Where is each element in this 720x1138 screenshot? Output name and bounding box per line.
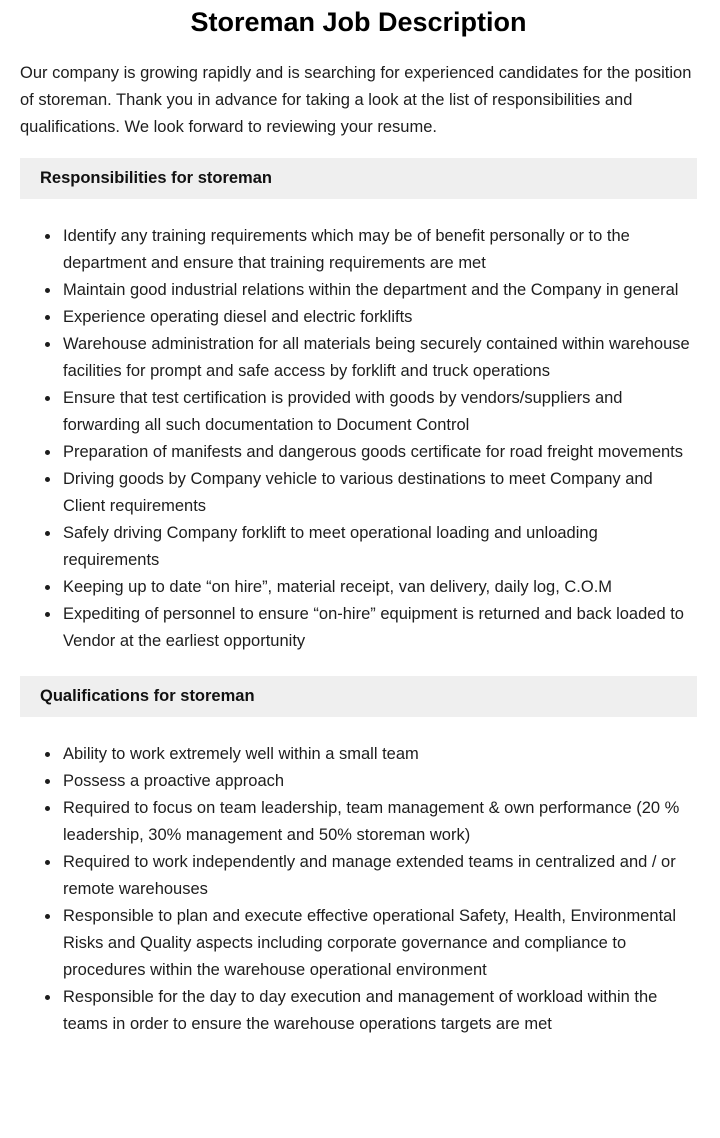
qualifications-section-header: Qualifications for storeman	[20, 676, 697, 717]
page-title: Storeman Job Description	[190, 7, 527, 37]
list-item: • Experience operating diesel and electric forklifts	[61, 304, 697, 331]
list-item: • Responsible for the day to day execution and management of workload within the teams in order to ensure the warehouse operations targets are met	[61, 984, 697, 1038]
list-item: • Warehouse administration for all materials being securely contained within warehouse facilities for prompt and safe access by forklift and truck operations	[61, 331, 697, 385]
qualifications-section	[20, 676, 697, 1038]
list-item: • Maintain good industrial relations within the department and the Company in general	[61, 277, 697, 304]
list-item: • Identify any training requirements which may be of benefit personally or to the department and ensure that training requirements are met	[61, 223, 697, 277]
list-item: • Possess a proactive approach	[61, 768, 697, 795]
list-item: • Responsible to plan and execute effective operational Safety, Health, Environmental Risks and Quality aspects including corporate governance and compliance to procedures within the warehouse operational environment	[61, 903, 697, 984]
list-item: • Ensure that test certification is provided with goods by vendors/suppliers and forwarding all such documentation to Document Control	[61, 385, 697, 439]
responsibilities-section-header: Responsibilities for storeman	[20, 158, 697, 199]
list-item: • Preparation of manifests and dangerous goods certificate for road freight movements	[61, 439, 697, 466]
list-item: • Required to focus on team leadership, team management & own performance (20 % leadership, 30% management and 50% storeman work)	[61, 795, 697, 849]
intro-paragraph: Our company is growing rapidly and is searching for experienced candidates for the position of storeman. Thank you in advance for taking a look at the list of responsibilities and qualifications. We look forward to reviewing your resume.	[20, 64, 692, 136]
list-item: • Expediting of personnel to ensure “on-hire” equipment is returned and back loaded to Vendor at the earliest opportunity	[61, 601, 697, 655]
list-item: • Ability to work extremely well within a small team	[61, 741, 697, 768]
responsibilities-list	[20, 223, 697, 655]
list-item: • Safely driving Company forklift to meet operational loading and unloading requirements	[61, 520, 697, 574]
list-item: • Driving goods by Company vehicle to various destinations to meet Company and Client requirements	[61, 466, 697, 520]
responsibilities-section	[20, 158, 697, 655]
list-item: • Keeping up to date “on hire”, material receipt, van delivery, daily log, C.O.M	[61, 574, 697, 601]
qualifications-list	[20, 741, 697, 1038]
list-item: • Required to work independently and manage extended teams in centralized and / or remote warehouses	[61, 849, 697, 903]
